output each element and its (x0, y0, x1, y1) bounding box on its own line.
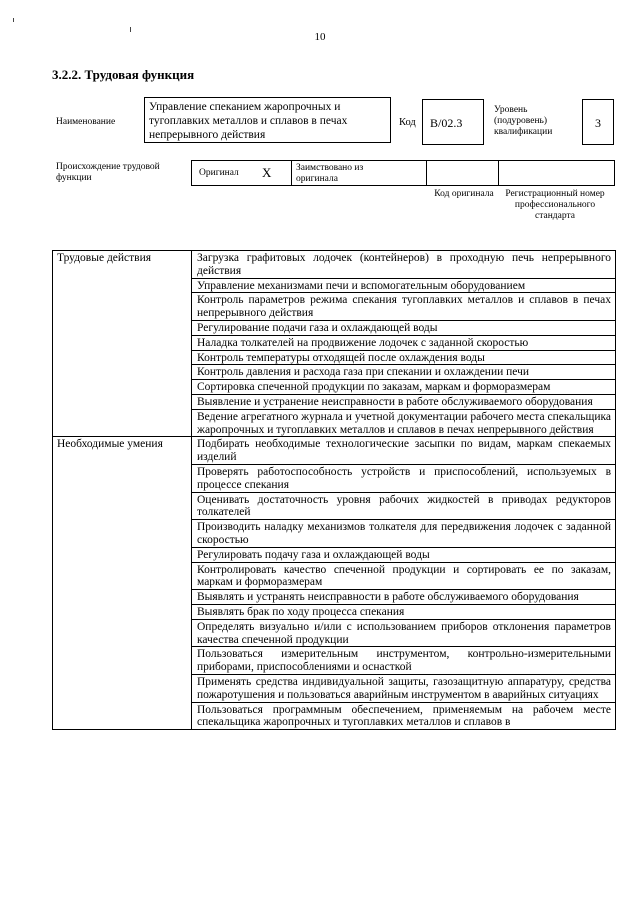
table-cell-item: Подбирать необходимые технологические засыпки по видам, маркам спекаемых изделий (192, 437, 616, 465)
table-row (53, 437, 616, 465)
labor-function-table (52, 250, 616, 730)
name-value: Управление спеканием жаропрочных и тугоплавких металлов и сплавов в печах непрерывного действия (149, 101, 348, 141)
section-label: Трудовые действия (53, 251, 192, 437)
table-cell-item: Наладка толкателей на продвижение лодочек с заданной скоростью (192, 335, 616, 350)
level-value-box (582, 99, 614, 145)
original-mark: X (262, 165, 272, 180)
page-number: 10 (314, 31, 326, 43)
table-cell-item: Загрузка графитовых лодочек (контейнеров) в проходную печь непрерывного действия (192, 251, 616, 279)
level-value: 3 (595, 116, 601, 130)
table-cell-item: Регулировать подачу газа и охлаждающей воды (192, 547, 616, 562)
origin-divider (426, 160, 427, 186)
table-cell-item: Применять средства индивидуальной защиты, газозащитную аппаратуру, средства пожаротушения и пользоваться аварийным инструментом в аварийных ситуациях (192, 674, 616, 702)
origin-divider (291, 160, 292, 186)
section-label: Необходимые умения (53, 437, 192, 730)
borrowed-label: Заимствовано из оригинала (296, 163, 364, 184)
table-cell-item: Контроль давления и расхода газа при спекании и охлаждении печи (192, 365, 616, 380)
level-label: Уровень (подуровень) квалификации (494, 105, 553, 137)
name-value-box (144, 97, 391, 143)
table-cell-item: Регулирование подачи газа и охлаждающей воды (192, 320, 616, 335)
table-cell-item: Производить наладку механизмов толкателя для передвижения лодочек с заданной скоростью (192, 520, 616, 548)
table-cell-item: Выявление и устранение неисправности в работе обслуживаемого оборудования (192, 394, 616, 409)
table-cell-item: Контроль параметров режима спекания тугоплавких металлов и сплавов в печах непрерывного действия (192, 293, 616, 321)
section-title: 3.2.2. Трудовая функция (52, 67, 195, 82)
origin-code-caption: Код оригинала (434, 189, 494, 199)
table-cell-item: Управление механизмами печи и вспомогательным оборудованием (192, 278, 616, 293)
table-cell-item: Контроль температуры отходящей после охлаждения воды (192, 350, 616, 365)
code-value-box (422, 99, 484, 145)
table-row (53, 251, 616, 279)
table-cell-item: Контролировать качество спеченной продукции и сортировать ее по заказам, маркам и форморазмерам (192, 562, 616, 590)
table-cell-item: Пользоваться измерительным инструментом, контрольно-измерительными приборами, приспособлениями и оснасткой (192, 647, 616, 675)
code-label: Код (399, 117, 416, 128)
table-cell-item: Оценивать достаточность уровня рабочих жидкостей в приводах редукторов толкателей (192, 492, 616, 520)
name-label: Наименование (56, 117, 116, 127)
table-cell-item: Пользоваться программным обеспечением, применяемым на рабочем месте спекальщика жаропрочных и тугоплавких металлов и сплавов в (192, 702, 616, 730)
origin-table (191, 160, 615, 186)
table-cell-item: Определять визуально и/или с использованием приборов отклонения параметров качества спеченной продукции (192, 619, 616, 647)
table-cell-item: Выявлять брак по ходу процесса спекания (192, 604, 616, 619)
scan-mark (13, 18, 14, 22)
origin-divider (498, 160, 499, 186)
table-cell-item: Проверять работоспособность устройств и приспособлений, используемых в процессе спекания (192, 464, 616, 492)
table-cell-item: Ведение агрегатного журнала и учетной документации рабочего места спекальщика жаропрочных и тугоплавких металлов и сплавов в печах непрерывного действия (192, 409, 616, 437)
origin-label: Происхождение трудовой функции (56, 162, 160, 183)
table-cell-item: Сортировка спеченной продукции по заказам, маркам и форморазмерам (192, 380, 616, 395)
code-value: B/02.3 (430, 116, 463, 130)
original-label: Оригинал (199, 168, 239, 178)
table-cell-item: Выявлять и устранять неисправности в работе обслуживаемого оборудования (192, 590, 616, 605)
registration-caption: Регистрационный номер профессионального стандарта (505, 189, 605, 221)
